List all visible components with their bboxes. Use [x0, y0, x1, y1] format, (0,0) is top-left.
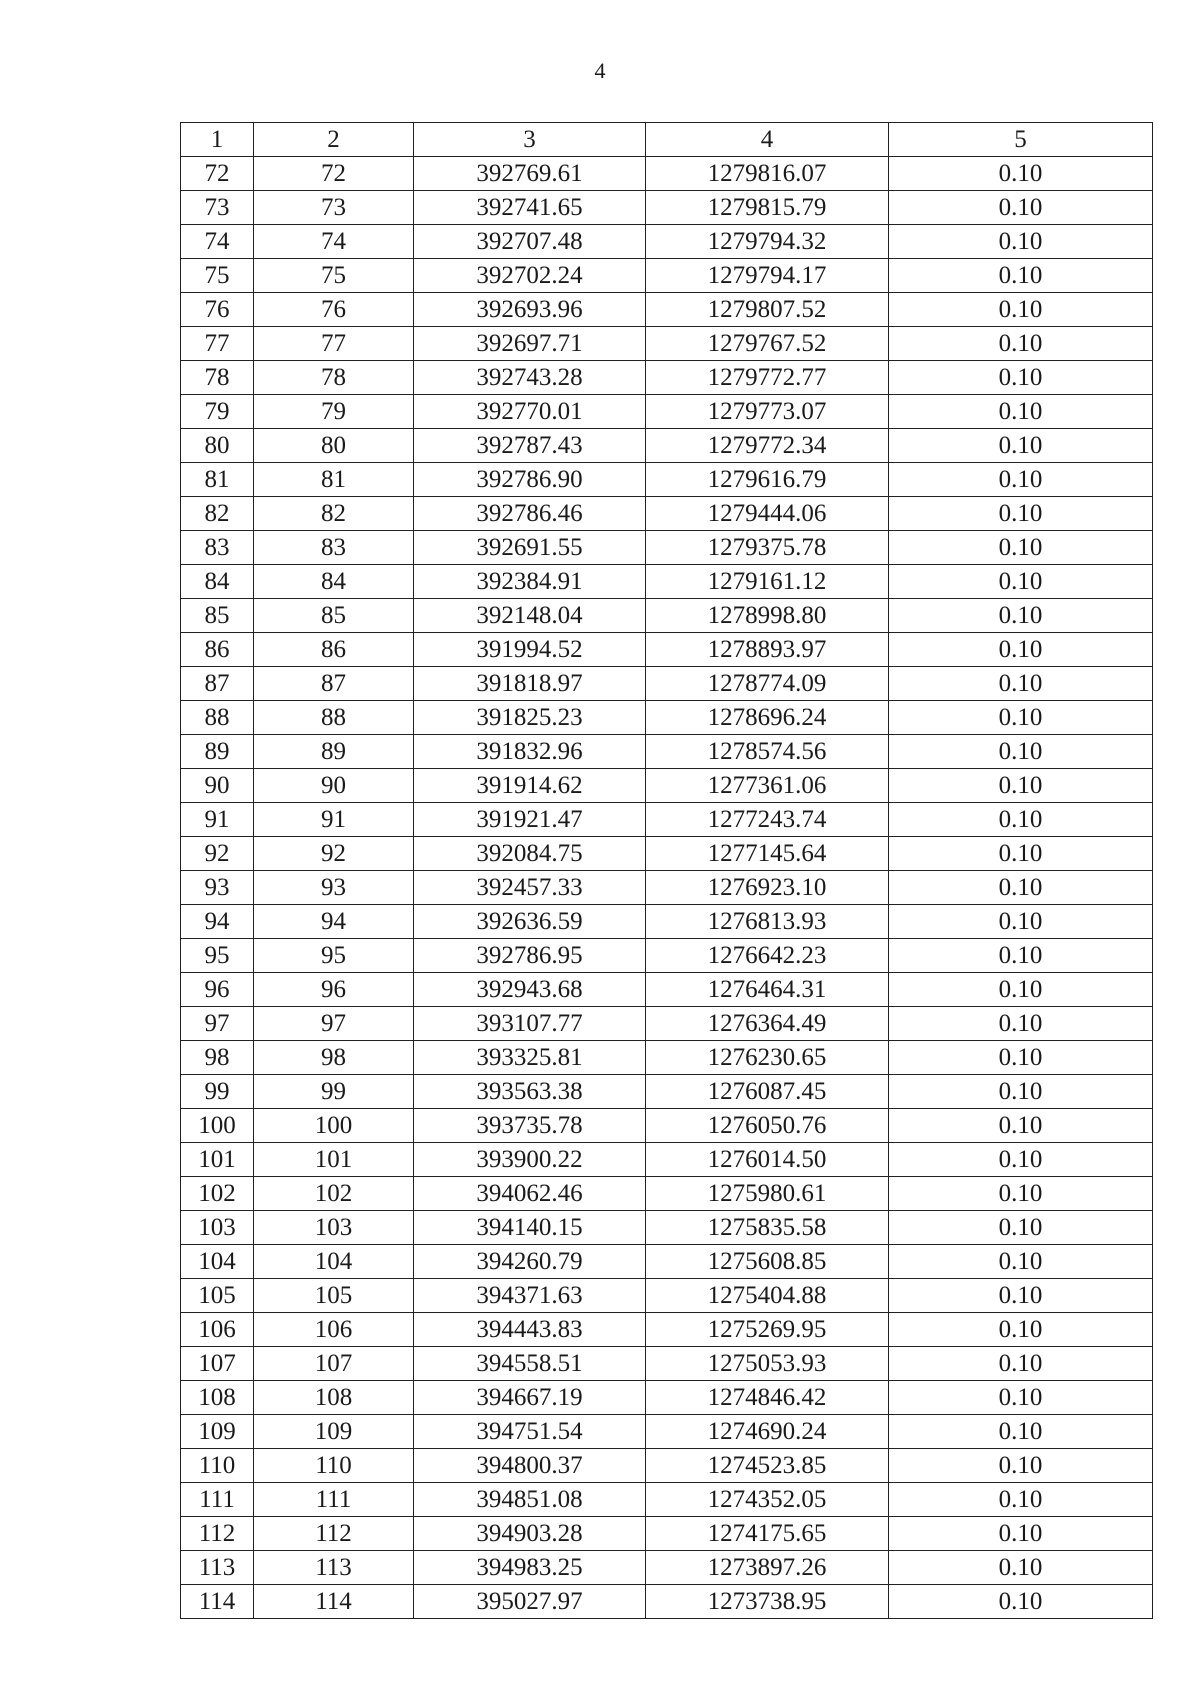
table-cell-col-5: 0.10 — [889, 1347, 1153, 1381]
table-cell-col-2: 76 — [254, 293, 414, 327]
table-cell-col-3: 392786.95 — [414, 939, 646, 973]
table-cell-col-2: 104 — [254, 1245, 414, 1279]
table-cell-col-4: 1279816.07 — [646, 157, 889, 191]
table-cell-col-3: 392636.59 — [414, 905, 646, 939]
table-cell-col-1: 83 — [181, 531, 254, 565]
table-cell-col-5: 0.10 — [889, 735, 1153, 769]
table-cell-col-1: 72 — [181, 157, 254, 191]
table-cell-col-5: 0.10 — [889, 191, 1153, 225]
table-cell-col-3: 392084.75 — [414, 837, 646, 871]
table-cell-col-3: 392693.96 — [414, 293, 646, 327]
table-cell-col-1: 82 — [181, 497, 254, 531]
table-cell-col-5: 0.10 — [889, 1415, 1153, 1449]
table-cell-col-5: 0.10 — [889, 1449, 1153, 1483]
table-cell-col-1: 107 — [181, 1347, 254, 1381]
table-row — [181, 1449, 1153, 1483]
table-cell-col-5: 0.10 — [889, 633, 1153, 667]
table-cell-col-4: 1276923.10 — [646, 871, 889, 905]
table-cell-col-4: 1275608.85 — [646, 1245, 889, 1279]
table-cell-col-3: 392707.48 — [414, 225, 646, 259]
table-cell-col-4: 1276230.65 — [646, 1041, 889, 1075]
table-cell-col-1: 94 — [181, 905, 254, 939]
table-row — [181, 1381, 1153, 1415]
table-cell-col-3: 394062.46 — [414, 1177, 646, 1211]
table-cell-col-2: 106 — [254, 1313, 414, 1347]
table-cell-col-1: 90 — [181, 769, 254, 803]
table-cell-col-3: 391921.47 — [414, 803, 646, 837]
table-row — [181, 1313, 1153, 1347]
table-row — [181, 463, 1153, 497]
table-row — [181, 1415, 1153, 1449]
table-cell-col-5: 0.10 — [889, 837, 1153, 871]
table-row — [181, 1211, 1153, 1245]
table-cell-col-2: 78 — [254, 361, 414, 395]
table-cell-col-3: 394800.37 — [414, 1449, 646, 1483]
table-row — [181, 667, 1153, 701]
table-row — [181, 803, 1153, 837]
table-cell-col-3: 393107.77 — [414, 1007, 646, 1041]
table-cell-col-2: 90 — [254, 769, 414, 803]
table-cell-col-5: 0.10 — [889, 599, 1153, 633]
table-cell-col-5: 0.10 — [889, 1483, 1153, 1517]
table-cell-col-3: 394751.54 — [414, 1415, 646, 1449]
table-cell-col-1: 100 — [181, 1109, 254, 1143]
table-cell-col-5: 0.10 — [889, 939, 1153, 973]
table-row — [181, 769, 1153, 803]
table-row — [181, 701, 1153, 735]
table-cell-col-1: 105 — [181, 1279, 254, 1313]
table-row — [181, 1245, 1153, 1279]
table-cell-col-1: 112 — [181, 1517, 254, 1551]
table-row — [181, 157, 1153, 191]
table-cell-col-4: 1278574.56 — [646, 735, 889, 769]
table-row — [181, 1177, 1153, 1211]
table-row — [181, 225, 1153, 259]
table-cell-col-3: 392741.65 — [414, 191, 646, 225]
table-cell-col-3: 392769.61 — [414, 157, 646, 191]
table-cell-col-2: 75 — [254, 259, 414, 293]
table-cell-col-2: 79 — [254, 395, 414, 429]
table-cell-col-2: 103 — [254, 1211, 414, 1245]
table-row — [181, 633, 1153, 667]
table-cell-col-2: 89 — [254, 735, 414, 769]
table-cell-col-1: 104 — [181, 1245, 254, 1279]
table-cell-col-2: 97 — [254, 1007, 414, 1041]
table-cell-col-2: 85 — [254, 599, 414, 633]
table-cell-col-4: 1274175.65 — [646, 1517, 889, 1551]
table-cell-col-4: 1274846.42 — [646, 1381, 889, 1415]
table-cell-col-5: 0.10 — [889, 905, 1153, 939]
table-cell-col-4: 1279444.06 — [646, 497, 889, 531]
table-cell-col-3: 394443.83 — [414, 1313, 646, 1347]
table-cell-col-2: 81 — [254, 463, 414, 497]
table-cell-col-5: 0.10 — [889, 1245, 1153, 1279]
table-cell-col-1: 91 — [181, 803, 254, 837]
table-cell-col-1: 86 — [181, 633, 254, 667]
table-cell-col-2: 112 — [254, 1517, 414, 1551]
table-cell-col-1: 78 — [181, 361, 254, 395]
table-cell-col-2: 72 — [254, 157, 414, 191]
table-row — [181, 191, 1153, 225]
table-cell-col-4: 1279616.79 — [646, 463, 889, 497]
table-cell-col-5: 0.10 — [889, 531, 1153, 565]
table-cell-col-4: 1274690.24 — [646, 1415, 889, 1449]
table-cell-col-3: 392786.90 — [414, 463, 646, 497]
table-cell-col-5: 0.10 — [889, 1143, 1153, 1177]
table-row — [181, 361, 1153, 395]
table-cell-col-3: 392786.46 — [414, 497, 646, 531]
table-cell-col-2: 111 — [254, 1483, 414, 1517]
table-cell-col-5: 0.10 — [889, 1585, 1153, 1619]
table-row — [181, 395, 1153, 429]
table-cell-col-3: 392943.68 — [414, 973, 646, 1007]
table-cell-col-5: 0.10 — [889, 225, 1153, 259]
table-cell-col-3: 394983.25 — [414, 1551, 646, 1585]
table-cell-col-5: 0.10 — [889, 565, 1153, 599]
table-cell-col-3: 392702.24 — [414, 259, 646, 293]
table-cell-col-4: 1275835.58 — [646, 1211, 889, 1245]
table-cell-col-1: 75 — [181, 259, 254, 293]
table-cell-col-3: 393900.22 — [414, 1143, 646, 1177]
table-cell-col-5: 0.10 — [889, 361, 1153, 395]
table-cell-col-3: 391818.97 — [414, 667, 646, 701]
table-cell-col-5: 0.10 — [889, 973, 1153, 1007]
table-cell-col-1: 89 — [181, 735, 254, 769]
table-row — [181, 531, 1153, 565]
table-cell-col-2: 74 — [254, 225, 414, 259]
table-cell-col-4: 1277243.74 — [646, 803, 889, 837]
table-row — [181, 871, 1153, 905]
table-cell-col-1: 110 — [181, 1449, 254, 1483]
table-cell-col-5: 0.10 — [889, 497, 1153, 531]
table-cell-col-1: 97 — [181, 1007, 254, 1041]
table-cell-col-3: 394558.51 — [414, 1347, 646, 1381]
table-cell-col-1: 76 — [181, 293, 254, 327]
table-cell-col-2: 107 — [254, 1347, 414, 1381]
table-cell-col-4: 1275980.61 — [646, 1177, 889, 1211]
table-cell-col-1: 77 — [181, 327, 254, 361]
column-header-1: 1 — [181, 123, 254, 157]
table-cell-col-5: 0.10 — [889, 667, 1153, 701]
table-row — [181, 1007, 1153, 1041]
table-row — [181, 1041, 1153, 1075]
table-cell-col-5: 0.10 — [889, 769, 1153, 803]
table-cell-col-1: 84 — [181, 565, 254, 599]
table-cell-col-2: 94 — [254, 905, 414, 939]
table-cell-col-1: 106 — [181, 1313, 254, 1347]
table-cell-col-5: 0.10 — [889, 1381, 1153, 1415]
table-cell-col-5: 0.10 — [889, 871, 1153, 905]
table-cell-col-1: 85 — [181, 599, 254, 633]
table-cell-col-2: 108 — [254, 1381, 414, 1415]
table-cell-col-4: 1279772.77 — [646, 361, 889, 395]
table-row — [181, 939, 1153, 973]
table-cell-col-2: 77 — [254, 327, 414, 361]
table-cell-col-1: 74 — [181, 225, 254, 259]
table-cell-col-3: 394667.19 — [414, 1381, 646, 1415]
table-row — [181, 905, 1153, 939]
table-cell-col-3: 393735.78 — [414, 1109, 646, 1143]
table-cell-col-5: 0.10 — [889, 327, 1153, 361]
table-cell-col-2: 114 — [254, 1585, 414, 1619]
table-cell-col-1: 81 — [181, 463, 254, 497]
table-cell-col-5: 0.10 — [889, 259, 1153, 293]
table-cell-col-2: 100 — [254, 1109, 414, 1143]
table-cell-col-4: 1275053.93 — [646, 1347, 889, 1381]
table-row — [181, 565, 1153, 599]
table-cell-col-2: 91 — [254, 803, 414, 837]
table-row — [181, 1585, 1153, 1619]
page-number: 4 — [594, 58, 606, 83]
table-cell-col-4: 1279772.34 — [646, 429, 889, 463]
table-cell-col-1: 102 — [181, 1177, 254, 1211]
table-cell-col-3: 392697.71 — [414, 327, 646, 361]
table-cell-col-3: 391825.23 — [414, 701, 646, 735]
table-cell-col-5: 0.10 — [889, 463, 1153, 497]
table-cell-col-3: 392787.43 — [414, 429, 646, 463]
table-cell-col-3: 394851.08 — [414, 1483, 646, 1517]
table-cell-col-3: 395027.97 — [414, 1585, 646, 1619]
table-cell-col-4: 1279773.07 — [646, 395, 889, 429]
table-cell-col-5: 0.10 — [889, 1007, 1153, 1041]
table-cell-col-4: 1279815.79 — [646, 191, 889, 225]
table-cell-col-1: 108 — [181, 1381, 254, 1415]
table-cell-col-4: 1276642.23 — [646, 939, 889, 973]
table-cell-col-5: 0.10 — [889, 803, 1153, 837]
table-cell-col-1: 73 — [181, 191, 254, 225]
table-cell-col-1: 87 — [181, 667, 254, 701]
table-cell-col-2: 92 — [254, 837, 414, 871]
table-cell-col-3: 394903.28 — [414, 1517, 646, 1551]
table-row — [181, 429, 1153, 463]
table-cell-col-4: 1278774.09 — [646, 667, 889, 701]
table-cell-col-5: 0.10 — [889, 1041, 1153, 1075]
table-cell-col-2: 82 — [254, 497, 414, 531]
column-header-3: 3 — [414, 123, 646, 157]
table-row — [181, 1483, 1153, 1517]
table-cell-col-5: 0.10 — [889, 293, 1153, 327]
table-row — [181, 1279, 1153, 1313]
table-cell-col-1: 93 — [181, 871, 254, 905]
table-cell-col-4: 1279161.12 — [646, 565, 889, 599]
table-cell-col-1: 79 — [181, 395, 254, 429]
table-cell-col-2: 73 — [254, 191, 414, 225]
table-cell-col-4: 1279767.52 — [646, 327, 889, 361]
table-cell-col-3: 392384.91 — [414, 565, 646, 599]
table-cell-col-4: 1279794.17 — [646, 259, 889, 293]
table-cell-col-3: 393563.38 — [414, 1075, 646, 1109]
table-cell-col-5: 0.10 — [889, 1313, 1153, 1347]
table-row — [181, 1517, 1153, 1551]
table-cell-col-4: 1276050.76 — [646, 1109, 889, 1143]
table-cell-col-4: 1278998.80 — [646, 599, 889, 633]
column-header-2: 2 — [254, 123, 414, 157]
table-body — [181, 157, 1153, 1619]
table-cell-col-4: 1273897.26 — [646, 1551, 889, 1585]
table-cell-col-5: 0.10 — [889, 1109, 1153, 1143]
table-cell-col-2: 98 — [254, 1041, 414, 1075]
table-cell-col-5: 0.10 — [889, 1279, 1153, 1313]
table-cell-col-1: 109 — [181, 1415, 254, 1449]
table-cell-col-3: 393325.81 — [414, 1041, 646, 1075]
table-row — [181, 1143, 1153, 1177]
table-cell-col-2: 96 — [254, 973, 414, 1007]
table-row — [181, 1347, 1153, 1381]
table-cell-col-1: 80 — [181, 429, 254, 463]
table-cell-col-2: 80 — [254, 429, 414, 463]
table-row — [181, 259, 1153, 293]
table-row — [181, 1551, 1153, 1585]
table-cell-col-4: 1274523.85 — [646, 1449, 889, 1483]
table-header-row — [181, 123, 1153, 157]
table-row — [181, 837, 1153, 871]
table-cell-col-2: 88 — [254, 701, 414, 735]
table-cell-col-5: 0.10 — [889, 701, 1153, 735]
table-cell-col-4: 1275269.95 — [646, 1313, 889, 1347]
table-cell-col-4: 1274352.05 — [646, 1483, 889, 1517]
table-cell-col-5: 0.10 — [889, 1517, 1153, 1551]
table-cell-col-4: 1277361.06 — [646, 769, 889, 803]
table-cell-col-4: 1276364.49 — [646, 1007, 889, 1041]
table-row — [181, 973, 1153, 1007]
table-row — [181, 735, 1153, 769]
table-cell-col-1: 96 — [181, 973, 254, 1007]
table-cell-col-3: 394371.63 — [414, 1279, 646, 1313]
table-cell-col-3: 391832.96 — [414, 735, 646, 769]
table-cell-col-4: 1277145.64 — [646, 837, 889, 871]
table-cell-col-4: 1273738.95 — [646, 1585, 889, 1619]
table-cell-col-3: 392148.04 — [414, 599, 646, 633]
table-cell-col-2: 87 — [254, 667, 414, 701]
table-cell-col-4: 1278893.97 — [646, 633, 889, 667]
table-cell-col-1: 103 — [181, 1211, 254, 1245]
table-cell-col-5: 0.10 — [889, 429, 1153, 463]
table-cell-col-3: 394260.79 — [414, 1245, 646, 1279]
table-cell-col-4: 1276087.45 — [646, 1075, 889, 1109]
coordinates-table — [180, 122, 1153, 1619]
table-cell-col-5: 0.10 — [889, 395, 1153, 429]
table-cell-col-1: 88 — [181, 701, 254, 735]
table-cell-col-3: 392770.01 — [414, 395, 646, 429]
table-cell-col-5: 0.10 — [889, 157, 1153, 191]
table-cell-col-1: 113 — [181, 1551, 254, 1585]
table-row — [181, 1109, 1153, 1143]
table-cell-col-2: 95 — [254, 939, 414, 973]
table-row — [181, 497, 1153, 531]
table-cell-col-1: 99 — [181, 1075, 254, 1109]
table-cell-col-1: 98 — [181, 1041, 254, 1075]
table-cell-col-3: 391994.52 — [414, 633, 646, 667]
table-cell-col-5: 0.10 — [889, 1551, 1153, 1585]
table-cell-col-4: 1279807.52 — [646, 293, 889, 327]
column-header-4: 4 — [646, 123, 889, 157]
table-cell-col-3: 392457.33 — [414, 871, 646, 905]
table-cell-col-2: 101 — [254, 1143, 414, 1177]
table-cell-col-1: 92 — [181, 837, 254, 871]
table-cell-col-2: 99 — [254, 1075, 414, 1109]
table-cell-col-2: 109 — [254, 1415, 414, 1449]
table-cell-col-1: 95 — [181, 939, 254, 973]
table-cell-col-1: 111 — [181, 1483, 254, 1517]
table-cell-col-4: 1279375.78 — [646, 531, 889, 565]
table-cell-col-4: 1276464.31 — [646, 973, 889, 1007]
table-cell-col-3: 392691.55 — [414, 531, 646, 565]
table-cell-col-2: 83 — [254, 531, 414, 565]
table-cell-col-2: 102 — [254, 1177, 414, 1211]
table-row — [181, 1075, 1153, 1109]
table-row — [181, 599, 1153, 633]
column-header-5: 5 — [889, 123, 1153, 157]
table-cell-col-1: 101 — [181, 1143, 254, 1177]
table-cell-col-4: 1275404.88 — [646, 1279, 889, 1313]
table-cell-col-4: 1276014.50 — [646, 1143, 889, 1177]
table-cell-col-4: 1276813.93 — [646, 905, 889, 939]
table-cell-col-2: 110 — [254, 1449, 414, 1483]
table-cell-col-3: 392743.28 — [414, 361, 646, 395]
table-row — [181, 327, 1153, 361]
table-cell-col-2: 93 — [254, 871, 414, 905]
table-row — [181, 293, 1153, 327]
table-cell-col-2: 86 — [254, 633, 414, 667]
table-cell-col-3: 391914.62 — [414, 769, 646, 803]
table-cell-col-4: 1278696.24 — [646, 701, 889, 735]
table-cell-col-1: 114 — [181, 1585, 254, 1619]
table-cell-col-3: 394140.15 — [414, 1211, 646, 1245]
table-cell-col-5: 0.10 — [889, 1211, 1153, 1245]
table-cell-col-5: 0.10 — [889, 1177, 1153, 1211]
table-cell-col-2: 105 — [254, 1279, 414, 1313]
table-cell-col-5: 0.10 — [889, 1075, 1153, 1109]
table-cell-col-2: 113 — [254, 1551, 414, 1585]
table-cell-col-4: 1279794.32 — [646, 225, 889, 259]
table-cell-col-2: 84 — [254, 565, 414, 599]
